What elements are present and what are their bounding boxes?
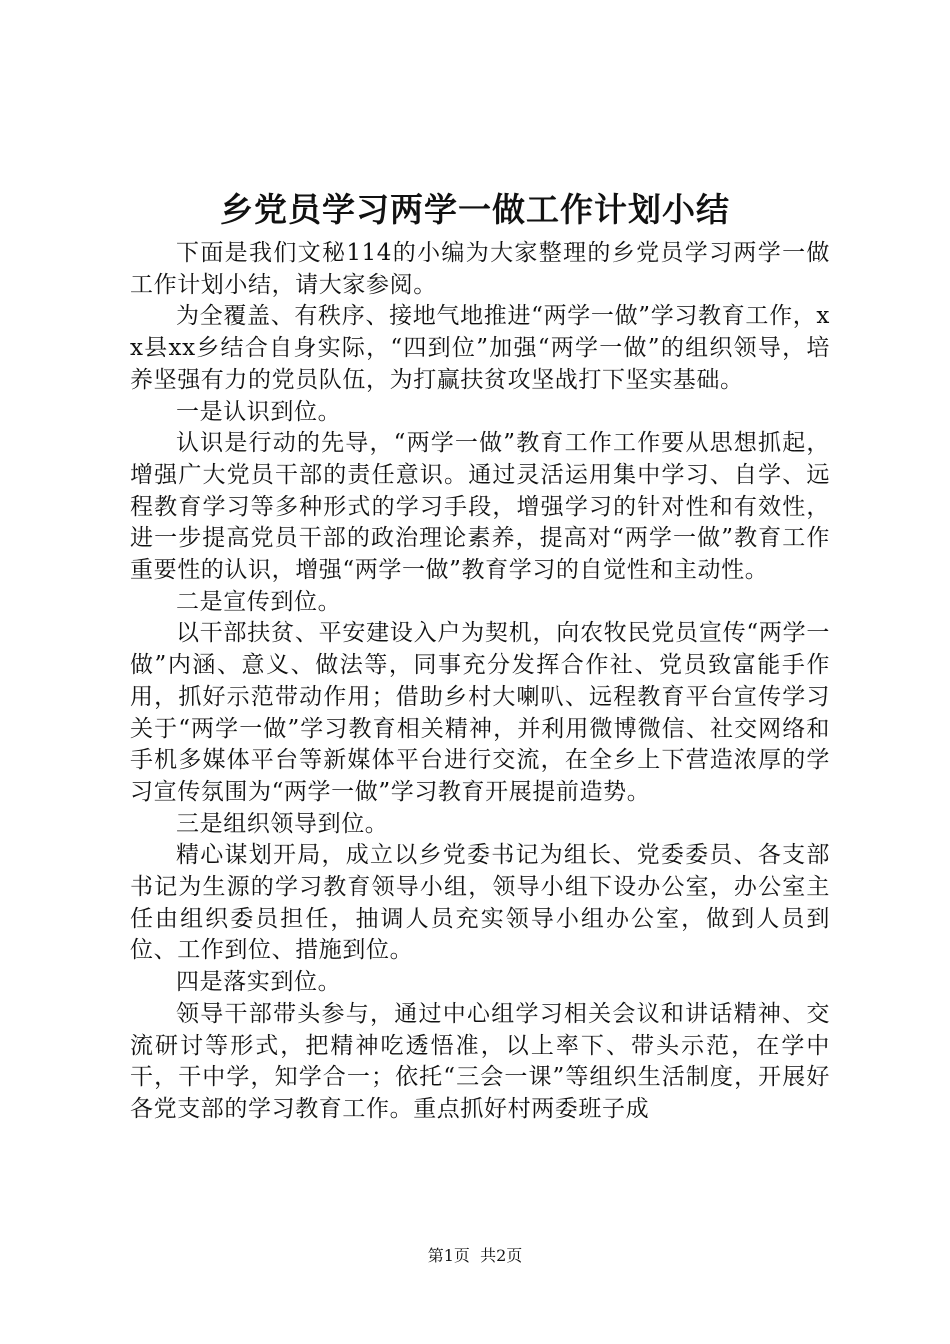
paragraph-publicity: 以干部扶贫、平安建设入户为契机，向农牧民党员宣传“两学一做”内涵、意义、做法等，同事充分发挥合作社、党员致富能手作用，抓好示范带动作用；借助乡村大喇叭、远程教育平台宣传学习关于“两学一做”学习教育相关精神，并利用微博微信、社交网络和手机多媒体平台等新媒体平台进行交流，在全乡上下营造浓厚的学习宣传氛围为“两学一做”学习教育开展提前造势。 — [130, 620, 830, 805]
heading-leadership: 三是组织领导到位。 — [176, 810, 389, 837]
paragraph-implementation: 领导干部带头参与，通过中心组学习相关会议和讲话精神、交流研讨等形式，把精神吃透悟准，以上率下、带头示范，在学中干，干中学，知学合一；依托“三会一课”等组织生活制度，开展好各党支部的学习教育工作。重点抓好村两委班子成 — [130, 1000, 830, 1122]
document-body — [130, 238, 830, 1126]
page-number: 第1页 共2页 — [427, 1246, 523, 1265]
paragraph-intro: 下面是我们文秘114的小编为大家整理的乡党员学习两学一做工作计划小结，请大家参阅。 — [130, 240, 830, 298]
paragraph-overview: 为全覆盖、有秩序、接地气地推进“两学一做”学习教育工作，xx县xx乡结合自身实际，“四到位”加强“两学一做”的组织领导，培养坚强有力的党员队伍，为打赢扶贫攻坚战打下坚实基础。 — [130, 303, 830, 393]
paragraph-leadership: 精心谋划开局，成立以乡党委书记为组长、党委委员、各支部书记为生源的学习教育领导小组，领导小组下设办公室，办公室主任由组织委员担任，抽调人员充实领导小组办公室，做到人员到位、工作到位、措施到位。 — [130, 842, 830, 964]
page-footer — [0, 1246, 950, 1266]
heading-publicity: 二是宣传到位。 — [176, 588, 342, 615]
heading-implementation: 四是落实到位。 — [176, 969, 342, 996]
paragraph-recognition: 认识是行动的先导，“两学一做”教育工作工作要从思想抓起，增强广大党员干部的责任意识。通过灵活运用集中学习、自学、远程教育学习等多种形式的学习手段，增强学习的针对性和有效性，进一步提高党员干部的政治理论素养，提高对“两学一做”教育工作重要性的认识，增强“两学一做”教育学习的自觉性和主动性。 — [130, 430, 830, 584]
heading-recognition: 一是认识到位。 — [176, 398, 342, 425]
document-title: 乡党员学习两学一做工作计划小结 — [220, 190, 730, 229]
